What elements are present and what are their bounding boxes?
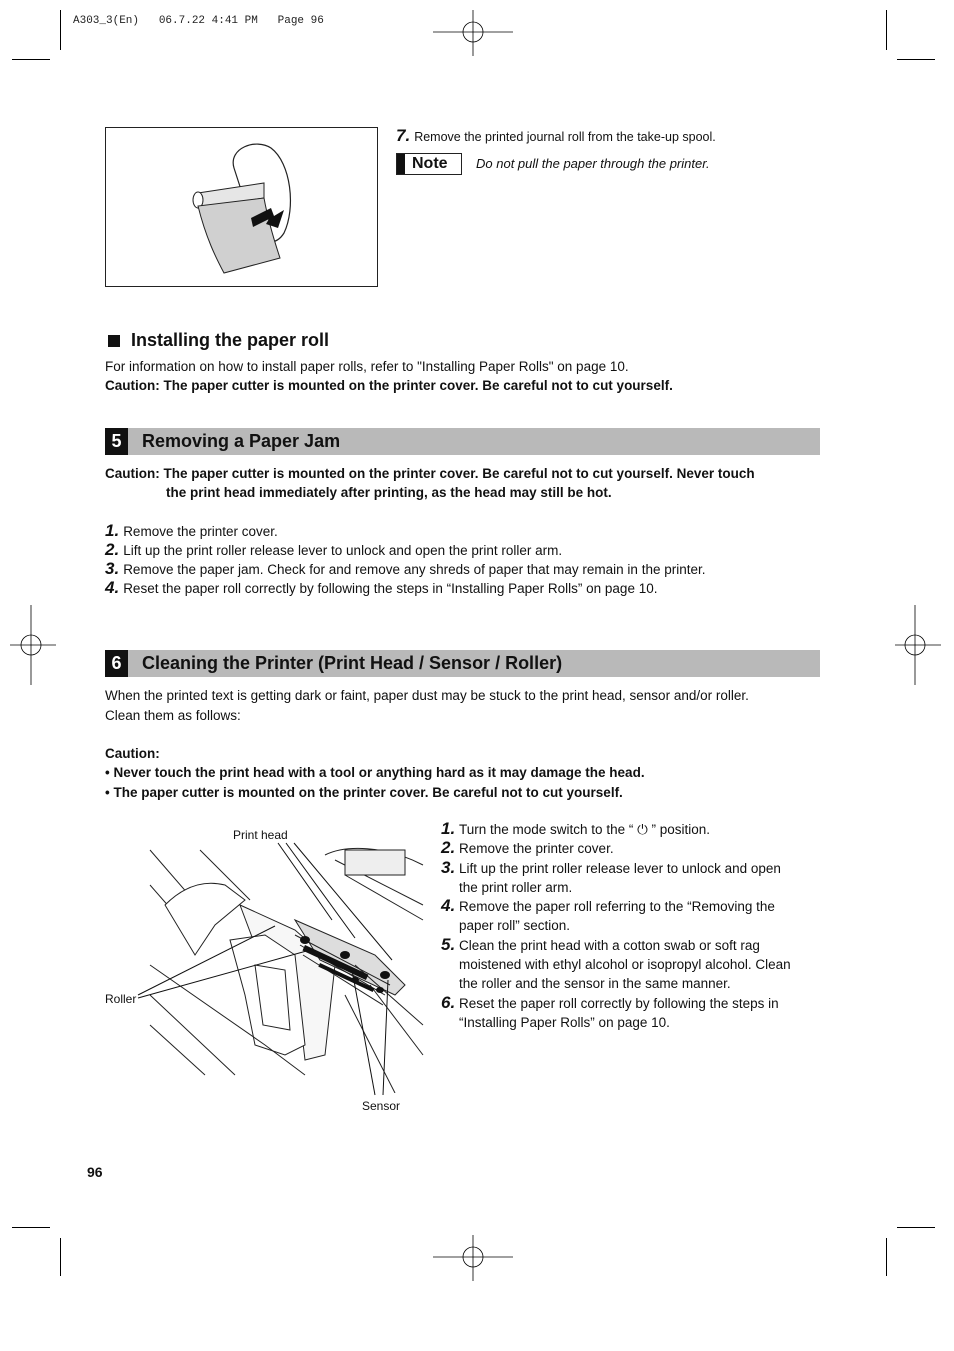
section-6-caution-bullet: • Never touch the print head with a tool or anything hard as it may damage the head. <box>105 765 645 780</box>
section-5-header <box>105 428 820 455</box>
step-number: 7. <box>396 126 411 145</box>
installing-heading: Installing the paper roll <box>131 330 330 350</box>
registration-mark-bottom <box>433 1235 513 1281</box>
crop-mark <box>60 10 61 50</box>
list-item <box>105 540 562 560</box>
registration-mark-left <box>10 605 56 685</box>
crop-mark <box>886 10 887 50</box>
note-badge <box>396 153 462 175</box>
section-6-header <box>105 650 820 677</box>
section-6-intro-line1: When the printed text is getting dark or faint, paper dust may be stuck to the print head, sensor and/or roller. <box>105 688 749 703</box>
crop-mark <box>886 1238 887 1276</box>
note-bar <box>397 154 405 174</box>
step-text-line: Turn the mode switch to the “ ⏻ ” position. <box>459 822 711 837</box>
section-title: Cleaning the Printer (Print Head / Sensor / Roller) <box>142 653 563 673</box>
section-6-caution-label: Caution: <box>105 746 160 761</box>
registration-mark-right <box>895 605 941 685</box>
step-text-line: Lift up the print roller release lever to unlock and open <box>459 860 781 876</box>
step-text-line: Remove the printer cover. <box>459 841 614 857</box>
section-5-caution-line1: Caution: The paper cutter is mounted on the printer cover. Be careful not to cut yourself. Never touch <box>105 466 755 481</box>
step-text: Lift up the print roller release lever to unlock and open the print roller arm. <box>123 543 563 558</box>
list-item <box>105 521 278 541</box>
step-number: 5. <box>441 934 456 954</box>
step-number: 3. <box>105 559 120 578</box>
section-number: 5 <box>105 428 128 455</box>
page-number: 96 <box>87 1164 103 1180</box>
section-number: 6 <box>105 650 128 677</box>
list-item <box>441 994 831 1033</box>
step-text: Remove the printer cover. <box>123 524 278 539</box>
note-label: Note <box>412 155 448 172</box>
figure-label-sensor: Sensor <box>362 1099 401 1113</box>
crop-mark <box>12 59 50 60</box>
list-item <box>441 936 831 994</box>
section-6-caution-bullet: • The paper cutter is mounted on the printer cover. Be careful not to cut yourself. <box>105 785 623 800</box>
figure-label-roller: Roller <box>105 992 137 1006</box>
installing-caution: Caution: The paper cutter is mounted on the printer cover. Be careful not to cut yourself. <box>105 378 673 393</box>
section-title: Removing a Paper Jam <box>142 431 341 451</box>
step-text-line: paper roll” section. <box>459 918 571 934</box>
figure-callout-lines <box>100 820 430 1110</box>
step-text-line: the roller and the sensor in the same manner. <box>459 976 731 992</box>
step-text: Remove the paper jam. Check for and remove any shreds of paper that may remain in the printer. <box>123 562 706 577</box>
step-text-line: the print roller arm. <box>459 879 573 895</box>
step-number: 4. <box>441 896 456 916</box>
journal-roll-illustration <box>105 127 378 287</box>
step-text: Reset the paper roll correctly by following the steps in “Installing Paper Rolls” on page 10. <box>123 581 658 596</box>
section-6-steps <box>441 820 831 1032</box>
step-text-line: “Installing Paper Rolls” on page 10. <box>459 1014 670 1030</box>
list-item <box>441 859 831 898</box>
list-item <box>441 839 831 858</box>
print-header: A303_3(En) 06.7.22 4:41 PM Page 96 <box>73 15 324 27</box>
step-number: 2. <box>441 838 456 858</box>
step-text-line: Remove the paper roll referring to the “Removing the <box>459 899 775 915</box>
list-item <box>441 820 831 839</box>
step-number: 4. <box>105 578 120 597</box>
registration-mark-top <box>433 10 513 56</box>
step-text-line: Reset the paper roll correctly by following the steps in <box>459 995 779 1011</box>
list-item <box>441 897 831 936</box>
step-number: 1. <box>441 819 456 838</box>
section-5-caution-line2: the print head immediately after printing, as the head may still be hot. <box>166 485 612 500</box>
installing-info: For information on how to install paper rolls, refer to "Installing Paper Rolls" on page 10. <box>105 359 629 374</box>
note-text: Do not pull the paper through the printer. <box>476 156 710 171</box>
step-7 <box>396 126 716 146</box>
step-number: 1. <box>105 521 120 540</box>
figure-label-print-head: Print head <box>233 828 288 842</box>
crop-mark <box>60 1238 61 1276</box>
section-6-intro-line2: Clean them as follows: <box>105 708 241 723</box>
crop-mark <box>12 1227 50 1228</box>
step-text-line: moistened with ethyl alcohol or isopropyl alcohol. Clean <box>459 957 791 973</box>
heading-bullet-square <box>108 335 120 347</box>
crop-mark <box>897 1227 935 1228</box>
step-text: Remove the printed journal roll from the take-up spool. <box>414 130 716 144</box>
list-item <box>105 559 705 579</box>
step-number: 3. <box>441 857 456 877</box>
step-text-line: Clean the print head with a cotton swab or soft rag <box>459 937 760 953</box>
step-number: 2. <box>105 540 120 559</box>
step-number: 6. <box>441 992 456 1012</box>
crop-mark <box>897 59 935 60</box>
list-item <box>105 578 657 598</box>
